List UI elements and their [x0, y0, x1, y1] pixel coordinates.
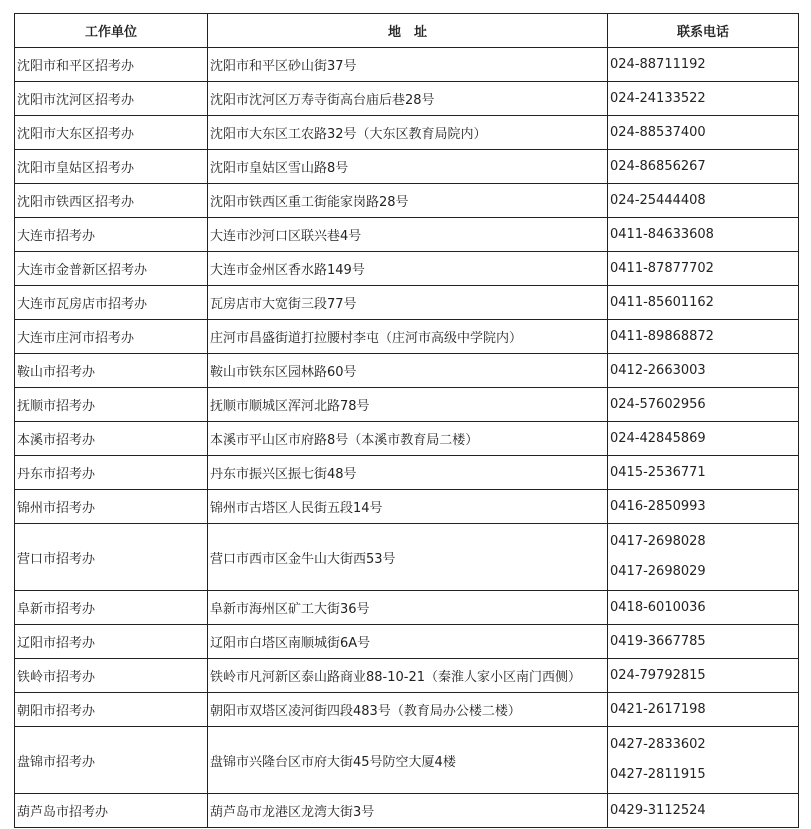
table-row [15, 48, 799, 82]
unit-cell: 辽阳市招考办 [15, 625, 208, 659]
unit-cell: 沈阳市大东区招考办 [15, 116, 208, 150]
phone-cell [608, 659, 799, 693]
phone-number: 024-79792815 [610, 667, 706, 683]
address-cell: 抚顺市顺城区浑河北路78号 [208, 388, 608, 422]
phone-number: 024-25444408 [610, 192, 706, 208]
unit-cell: 丹东市招考办 [15, 456, 208, 490]
contact-table [14, 13, 799, 828]
phone-number: 0429-3112524 [610, 802, 706, 818]
phone-cell [608, 354, 799, 388]
phone-number: 024-88711192 [610, 56, 706, 72]
phone-cell [608, 693, 799, 727]
phone-cell [608, 286, 799, 320]
address-cell: 大连市金州区香水路149号 [208, 252, 608, 286]
table-row [15, 625, 799, 659]
phone-number: 0411-84633608 [610, 226, 714, 242]
table-row [15, 490, 799, 524]
unit-cell: 铁岭市招考办 [15, 659, 208, 693]
table-row [15, 456, 799, 490]
phone-cell [608, 116, 799, 150]
table-row [15, 422, 799, 456]
table-row [15, 794, 799, 828]
phone-cell [608, 727, 799, 794]
phone-number: 024-88537400 [610, 124, 706, 140]
phone-cell [608, 388, 799, 422]
unit-cell: 本溪市招考办 [15, 422, 208, 456]
phone-cell [608, 252, 799, 286]
phone-cell [608, 184, 799, 218]
table-row [15, 693, 799, 727]
phone-number: 0411-85601162 [610, 294, 714, 310]
phone-number: 0416-2850993 [610, 498, 706, 514]
table-row [15, 252, 799, 286]
address-cell: 锦州市古塔区人民街五段14号 [208, 490, 608, 524]
address-cell: 庄河市昌盛街道打拉腰村李屯（庄河市高级中学院内） [208, 320, 608, 354]
unit-cell: 葫芦岛市招考办 [15, 794, 208, 828]
address-cell: 朝阳市双塔区凌河街四段483号（教育局办公楼二楼） [208, 693, 608, 727]
address-cell: 辽阳市白塔区南顺城街6A号 [208, 625, 608, 659]
unit-cell: 营口市招考办 [15, 524, 208, 591]
phone-cell [608, 320, 799, 354]
phone-number: 024-24133522 [610, 90, 706, 106]
phone-cell [608, 591, 799, 625]
table-row [15, 116, 799, 150]
phone-number: 0411-89868872 [610, 328, 714, 344]
header-unit: 工作单位 [15, 14, 208, 48]
address-cell: 铁岭市凡河新区泰山路商业88-10-21（秦淮人家小区南门西侧） [208, 659, 608, 693]
phone-cell [608, 456, 799, 490]
table-row [15, 82, 799, 116]
unit-cell: 沈阳市铁西区招考办 [15, 184, 208, 218]
address-cell: 大连市沙河口区联兴巷4号 [208, 218, 608, 252]
table-row [15, 591, 799, 625]
phone-number: 0411-87877702 [610, 260, 714, 276]
phone-number: 0417-2698029 [610, 564, 706, 579]
phone-number: 024-42845869 [610, 430, 706, 446]
phone-cell [608, 48, 799, 82]
phone-number: 024-57602956 [610, 396, 706, 412]
table-row [15, 286, 799, 320]
header-phone: 联系电话 [608, 14, 799, 48]
address-cell: 沈阳市和平区砂山街37号 [208, 48, 608, 82]
phone-cell [608, 625, 799, 659]
table-row [15, 218, 799, 252]
unit-cell: 锦州市招考办 [15, 490, 208, 524]
header-address: 地 址 [208, 14, 608, 48]
phone-cell [608, 422, 799, 456]
address-cell: 盘锦市兴隆台区市府大街45号防空大厦4楼 [208, 727, 608, 794]
phone-cell [608, 524, 799, 591]
unit-cell: 大连市招考办 [15, 218, 208, 252]
unit-cell: 朝阳市招考办 [15, 693, 208, 727]
unit-cell: 抚顺市招考办 [15, 388, 208, 422]
address-cell: 本溪市平山区市府路8号（本溪市教育局二楼） [208, 422, 608, 456]
table-row [15, 727, 799, 794]
unit-cell: 大连市庄河市招考办 [15, 320, 208, 354]
unit-cell: 鞍山市招考办 [15, 354, 208, 388]
address-cell: 沈阳市皇姑区雪山路8号 [208, 150, 608, 184]
unit-cell: 沈阳市皇姑区招考办 [15, 150, 208, 184]
table-row [15, 659, 799, 693]
unit-cell: 沈阳市沈河区招考办 [15, 82, 208, 116]
address-cell: 沈阳市铁西区重工街能家岗路28号 [208, 184, 608, 218]
phone-number: 024-86856267 [610, 158, 706, 174]
phone-number: 0427-2833602 [610, 737, 706, 752]
phone-number: 0412-2663003 [610, 362, 706, 378]
address-cell: 丹东市振兴区振七街48号 [208, 456, 608, 490]
address-cell: 沈阳市沈河区万寿寺街高台庙后巷28号 [208, 82, 608, 116]
phone-cell [608, 82, 799, 116]
address-cell: 沈阳市大东区工农路32号（大东区教育局院内） [208, 116, 608, 150]
unit-cell: 大连市瓦房店市招考办 [15, 286, 208, 320]
table-row [15, 184, 799, 218]
phone-cell [608, 794, 799, 828]
phone-number: 0421-2617198 [610, 701, 706, 717]
phone-number: 0419-3667785 [610, 633, 706, 649]
table-row [15, 354, 799, 388]
table-row [15, 388, 799, 422]
phone-cell [608, 490, 799, 524]
address-cell: 瓦房店市大宽街三段77号 [208, 286, 608, 320]
table-row [15, 320, 799, 354]
unit-cell: 盘锦市招考办 [15, 727, 208, 794]
unit-cell: 大连市金普新区招考办 [15, 252, 208, 286]
address-cell: 阜新市海州区矿工大街36号 [208, 591, 608, 625]
phone-cell [608, 218, 799, 252]
address-cell: 葫芦岛市龙港区龙湾大街3号 [208, 794, 608, 828]
phone-cell [608, 150, 799, 184]
table-row [15, 150, 799, 184]
phone-number: 0427-2811915 [610, 767, 706, 782]
unit-cell: 沈阳市和平区招考办 [15, 48, 208, 82]
phone-number: 0415-2536771 [610, 464, 706, 480]
address-cell: 营口市西市区金牛山大街西53号 [208, 524, 608, 591]
unit-cell: 阜新市招考办 [15, 591, 208, 625]
table-body [15, 48, 799, 828]
table-row [15, 524, 799, 591]
header-row [15, 14, 799, 48]
address-cell: 鞍山市铁东区园林路60号 [208, 354, 608, 388]
phone-number: 0417-2698028 [610, 534, 706, 549]
phone-number: 0418-6010036 [610, 599, 706, 615]
